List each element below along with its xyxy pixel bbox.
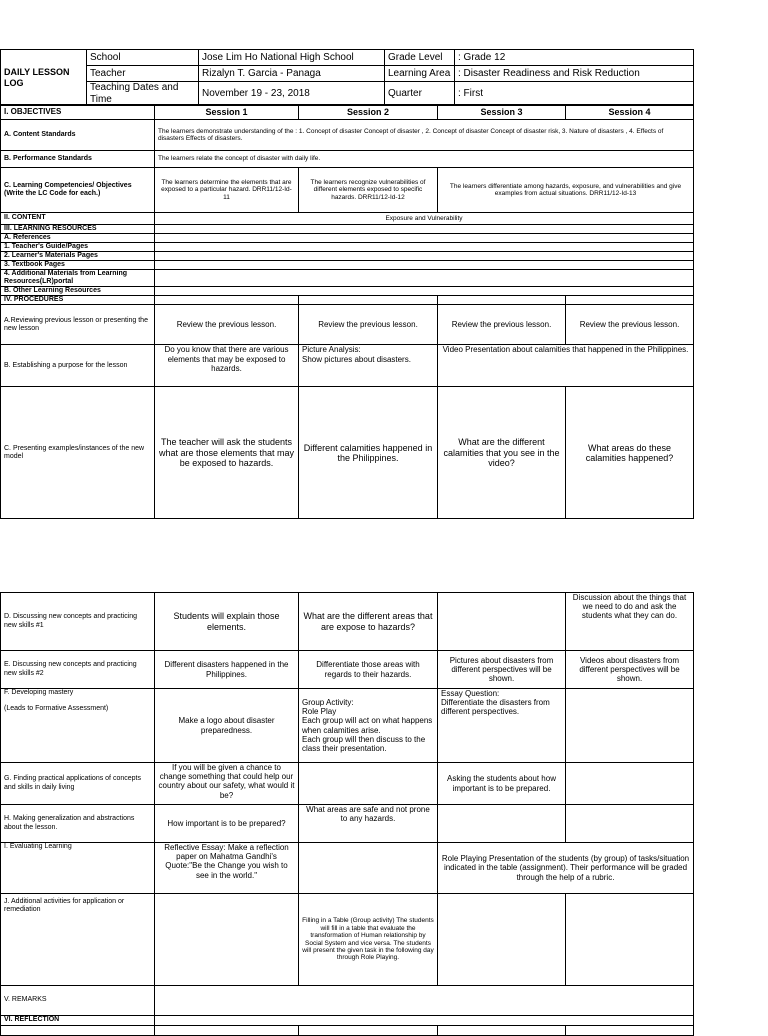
proc-b-session-3-4: Video Presentation about calamities that happened in the Philippines. (438, 345, 694, 387)
empty-cell (155, 287, 694, 296)
proc-h-session-2: What areas are safe and not prone to any hazards. (299, 805, 438, 843)
proc-b-session-1: Do you know that there are various elements that may be exposed to hazards. (155, 345, 299, 387)
proc-f-session-2: Group Activity: Role Play Each group will act on what happens when calamities arise. Each group will then discuss to the class their presentation. (299, 689, 438, 763)
proc-c-session-2: Different calamities happened in the Philippines. (299, 387, 438, 519)
dates-label: Teaching Dates and Time (87, 82, 199, 106)
session-1-header: Session 1 (155, 105, 299, 120)
quarter-value: : First (455, 82, 694, 106)
proc-e-session-1: Different disasters happened in the Philippines. (155, 651, 299, 689)
competency-session-2: The learners recognize vulnerabilities of different elements exposed to specific hazards. DRR11/12-Id-12 (299, 168, 438, 213)
proc-c-session-1: The teacher will ask the students what are those elements that may be exposed to hazards. (155, 387, 299, 519)
proc-i-label: I. Evaluating Learning (1, 843, 155, 894)
empty-cell (155, 986, 694, 1016)
proc-f-label: F. Developing mastery (Leads to Formative Assessment) (1, 689, 155, 763)
competency-session-1: The learners determine the elements that are exposed to a particular hazard. DRR11/12-Id-11 (155, 168, 299, 213)
proc-g-session-3: Asking the students about how important is to be prepared. (438, 763, 566, 805)
proc-e-session-4: Videos about disasters from different perspectives will be shown. (566, 651, 694, 689)
empty-cell (566, 894, 694, 986)
empty-cell (299, 296, 438, 305)
lesson-table-1 (0, 104, 694, 519)
proc-f-session-3: Essay Question: Differentiate the disasters from different perspectives. (438, 689, 566, 763)
proc-b-session-2: Picture Analysis: Show pictures about disasters. (299, 345, 438, 387)
empty-cell (438, 296, 566, 305)
proc-a-session-1: Review the previous lesson. (155, 305, 299, 345)
objectives-heading: I. OBJECTIVES (1, 105, 155, 120)
empty-cell (155, 270, 694, 287)
proc-c-label: C. Presenting examples/instances of the new model (1, 387, 155, 519)
proc-b-label: B. Establishing a purpose for the lesson (1, 345, 155, 387)
empty-cell (155, 252, 694, 261)
empty-cell (155, 261, 694, 270)
additional-materials-label: 4. Additional Materials from Learning Resources(LR)portal (1, 270, 155, 287)
area-value: : Disaster Readiness and Risk Reduction (455, 66, 694, 82)
session-4-header: Session 4 (566, 105, 694, 120)
competency-session-3-4: The learners differentiate among hazards, exposure, and vulnerabilities and give examples from actual situations. DRR11/12-Id-13 (438, 168, 694, 213)
empty-cell (438, 805, 566, 843)
empty-cell (155, 894, 299, 986)
empty-cell (299, 1026, 438, 1036)
empty-cell (155, 1026, 299, 1036)
empty-cell (1, 1026, 155, 1036)
page-title: DAILY LESSON LOG (1, 50, 87, 106)
empty-cell (566, 296, 694, 305)
proc-c-session-3: What are the different calamities that you see in the video? (438, 387, 566, 519)
quarter-label: Quarter (385, 82, 455, 106)
empty-cell (566, 1026, 694, 1036)
proc-h-session-1: How important is to be prepared? (155, 805, 299, 843)
proc-j-session-2: Filling in a Table (Group activity) The students will fill in a table that evaluate the transformation of Human relationship by Social System and vice versa. The students will present the given task in the following day through Role Playing. (299, 894, 438, 986)
empty-cell (438, 894, 566, 986)
teacher-value: Rizalyn T. Garcia - Panaga (199, 66, 385, 82)
proc-d-session-2: What are the different areas that are expose to hazards? (299, 593, 438, 651)
proc-a-label: A.Reviewing previous lesson or presenting the new lesson (1, 305, 155, 345)
references-label: A. References (1, 234, 155, 243)
content-heading: II. CONTENT (1, 213, 155, 225)
session-3-header: Session 3 (438, 105, 566, 120)
empty-cell (566, 763, 694, 805)
area-label: Learning Area (385, 66, 455, 82)
performance-standards-text: The learners relate the concept of disaster with daily life. (155, 151, 694, 168)
proc-e-session-2: Differentiate those areas with regards to their hazards. (299, 651, 438, 689)
empty-cell (155, 1016, 694, 1026)
proc-g-session-1: If you will be given a chance to change something that could help our country about our safety, what would it be? (155, 763, 299, 805)
content-standards-text: The learners demonstrate understanding of the : 1. Concept of disaster Concept of disaster , 2. Concept of disaster Concept of disaster risk, 3. Nature of disasters , 4. Effects of disasters Effects of disasters. (155, 120, 694, 151)
empty-cell (299, 843, 438, 894)
proc-i-session-1: Reflective Essay: Make a reflection paper on Mahatma Gandhi's Quote:"Be the Change you wish to see in the world." (155, 843, 299, 894)
empty-cell (566, 805, 694, 843)
proc-j-label: J. Additional activities for application or remediation (1, 894, 155, 986)
grade-value: : Grade 12 (455, 50, 694, 66)
grade-label: Grade Level (385, 50, 455, 66)
reflection-label: VI. REFLECTION (1, 1016, 155, 1026)
teachers-guide-label: 1. Teacher's Guide/Pages (1, 243, 155, 252)
content-topic: Exposure and Vulnerability (155, 213, 694, 225)
competencies-label: C. Learning Competencies/ Objectives (Write the LC Code for each.) (1, 168, 155, 213)
proc-d-session-4: Discussion about the things that we need to do and ask the students what they can do. (566, 593, 694, 651)
empty-cell (155, 296, 299, 305)
other-resources-label: B. Other Learning Resources (1, 287, 155, 296)
proc-h-label: H. Making generalization and abstractions about the lesson. (1, 805, 155, 843)
session-2-header: Session 2 (299, 105, 438, 120)
school-value: Jose Lim Ho National High School (199, 50, 385, 66)
textbook-label: 3. Textbook Pages (1, 261, 155, 270)
empty-cell (438, 1026, 566, 1036)
proc-g-label: G. Finding practical applications of concepts and skills in daily living (1, 763, 155, 805)
procedures-heading: IV. PROCEDURES (1, 296, 155, 305)
empty-cell (299, 763, 438, 805)
proc-a-session-4: Review the previous lesson. (566, 305, 694, 345)
proc-d-label: D. Discussing new concepts and practicing new skills #1 (1, 593, 155, 651)
content-standards-label: A. Content Standards (1, 120, 155, 151)
learners-materials-label: 2. Learner's Materials Pages (1, 252, 155, 261)
teacher-label: Teacher (87, 66, 199, 82)
header-table (0, 49, 694, 106)
remarks-label: V. REMARKS (1, 986, 155, 1016)
resources-heading: III. LEARNING RESOURCES (1, 225, 155, 234)
proc-f-session-1: Make a logo about disaster preparedness. (155, 689, 299, 763)
proc-e-session-3: Pictures about disasters from different perspectives will be shown. (438, 651, 566, 689)
proc-a-session-2: Review the previous lesson. (299, 305, 438, 345)
proc-a-session-3: Review the previous lesson. (438, 305, 566, 345)
empty-cell (155, 243, 694, 252)
school-label: School (87, 50, 199, 66)
proc-e-label: E. Discussing new concepts and practicing new skills #2 (1, 651, 155, 689)
proc-i-session-3-4: Role Playing Presentation of the students (by group) of tasks/situation indicated in the table (assignment). Their performance will be graded through the help of a rubric. (438, 843, 694, 894)
lesson-table-2 (0, 592, 694, 1036)
dates-value: November 19 - 23, 2018 (199, 82, 385, 106)
empty-cell (566, 689, 694, 763)
empty-cell (155, 234, 694, 243)
empty-cell (155, 225, 694, 234)
empty-cell (438, 593, 566, 651)
performance-standards-label: B. Performance Standards (1, 151, 155, 168)
proc-d-session-1: Students will explain those elements. (155, 593, 299, 651)
proc-c-session-4: What areas do these calamities happened? (566, 387, 694, 519)
